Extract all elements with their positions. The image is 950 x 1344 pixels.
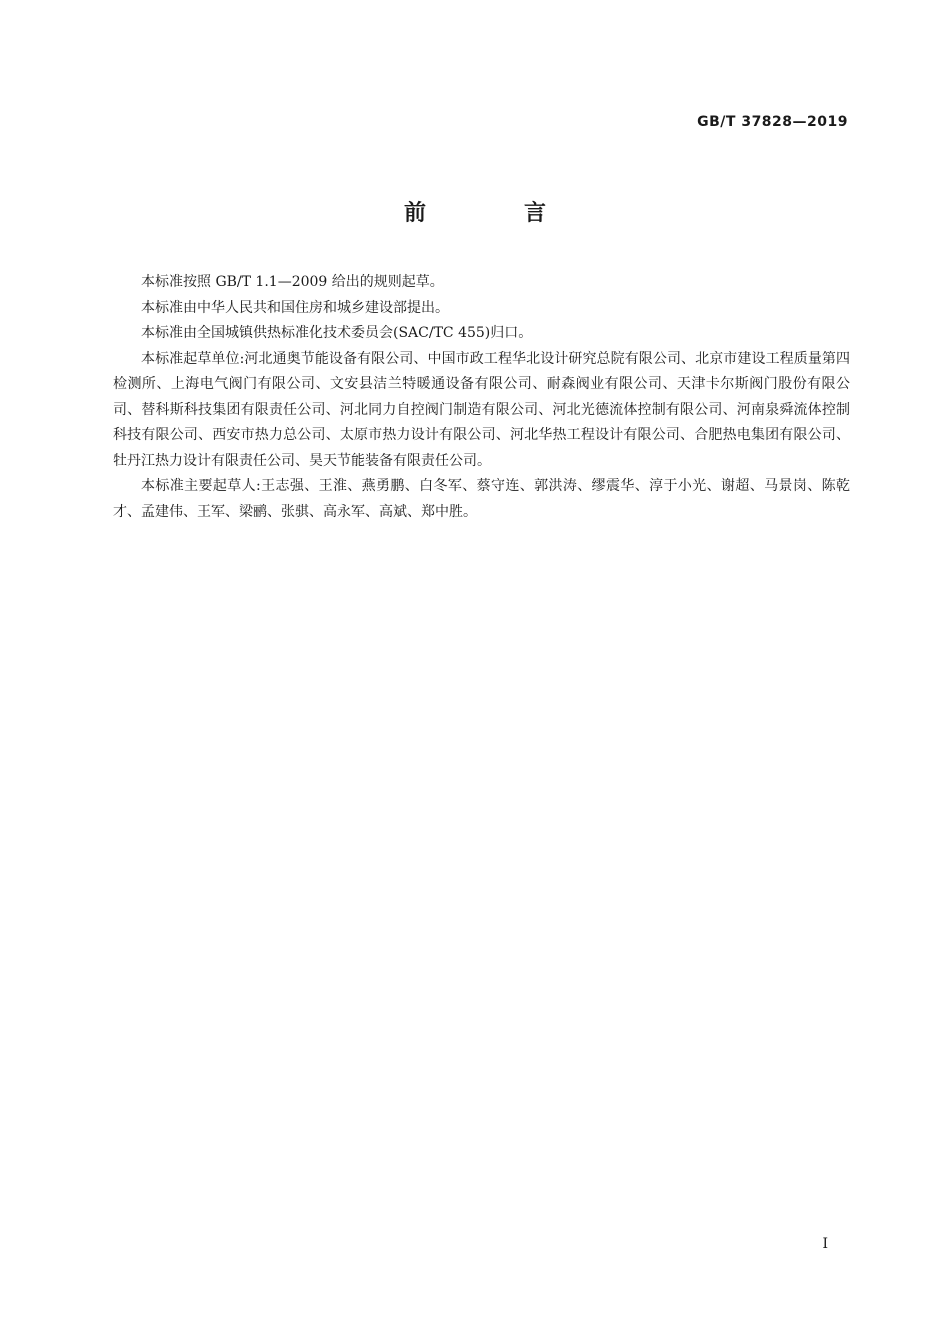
paragraph-drafting-rules: 本标准按照 GB/T 1.1—2009 给出的规则起草。	[141, 274, 444, 290]
standard-number: GB/T 37828—2019	[697, 114, 848, 130]
paragraph-drafters: 本标准主要起草人:王志强、王淮、燕勇鹏、白冬军、蔡守连、郭洪涛、缪震华、淳于小光、谢超、马景岗、陈乾才、孟建伟、王军、梁鹂、张骐、高永军、高斌、郑中胜。	[113, 478, 850, 520]
paragraph-drafting-units: 本标准起草单位:河北通奥节能设备有限公司、中国市政工程华北设计研究总院有限公司、北京市建设工程质量第四检测所、上海电气阀门有限公司、文安县洁兰特暖通设备有限公司、耐森阀业有限公司、天津卡尔斯阀门股份有限公司、替科斯科技集团有限责任公司、河北同力自控阀门制造有限公司、河北光德流体控制有限公司、河南泉舜流体控制科技有限公司、西安市热力总公司、太原市热力设计有限公司、河北华热工程设计有限公司、合肥热电集团有限公司、牡丹江热力设计有限责任公司、昊天节能装备有限责任公司。	[113, 350, 850, 469]
page-number: I	[822, 1236, 828, 1252]
foreword-body	[113, 270, 850, 525]
page-title: 前 言	[403, 201, 584, 226]
paragraph-administrator: 本标准由全国城镇供热标准化技术委员会(SAC/TC 455)归口。	[141, 325, 533, 341]
paragraph-proposer: 本标准由中华人民共和国住房和城乡建设部提出。	[141, 299, 449, 316]
